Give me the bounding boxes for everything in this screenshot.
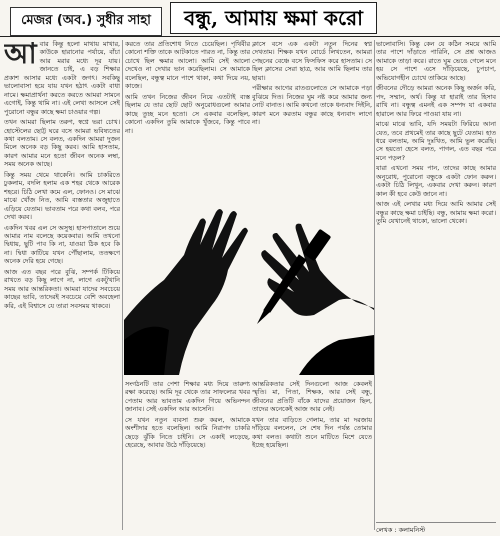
paragraph: পরীক্ষার আগের রাতগুলোতে সে আমাকে পড়া বুঝিয়ে দিত। নিজের ঘুম নষ্ট করে আমার জন্য নোট বানাত। আমি কখনো তাকে ধন্যবাদ দিইনি, কারণ মনে করতাম বন্ধুর কাছে ধন্যবাদ লাগে না।	[252, 84, 372, 127]
text-column-1	[4, 40, 120, 530]
text-column-3-lower	[252, 380, 372, 536]
paragraph: আজ এত বছর পরে বুঝি, সম্পর্ক টিকিয়ে রাখতে বড় কিছু লাগে না, লাগে একটুখানি সময় আর আন্তরিকতা। আমরা যাদের সবচেয়ে কাছের ভাবি, তাদেরই সবচেয়ে বেশি অবহেলা করি, এই বিশ্বাসে যে তারা সবসময় থাকবে।	[4, 267, 120, 310]
paragraph: ভালোবাসি। কিন্তু কেন যে কঠিন সময়ে আমি তার পাশে দাঁড়াতে পারিনি, সে প্রশ্ন আজও আমাকে তাড়া করে। রাতে ঘুম ভেঙে গেলে মনে হয় সে পাশে এসে দাঁড়িয়েছে, চুপচাপ, অভিযোগহীন চোখে তাকিয়ে আছে।	[376, 40, 496, 82]
column-divider	[122, 40, 123, 530]
paragraph: বার কিন্তু হলো মাথায় মাখার, কাউকে হারানোর পর্যায়ে, বাঁচা আর মরার মধ্যে দূর যায়। জানতে চাই, এ বড় শিক্ষার প্রকাশ আসার মধ্যে একটা জগৎ। সবকিছু ভালোবাসা হয়ে যায় যখন হঠাৎ একটা বাধা নামে। ক্ষমাপ্রার্থনা করতে করতে আমরা সামনে এগোই, কিন্তু থামি না। এই লেখা আসলে সেই পুরোনো বন্ধুর কাছে ক্ষমা চাওয়ার গল্প।	[4, 40, 120, 116]
paragraph: আজ এই লেখার মধ্য দিয়ে আমি আমার সেই বন্ধুর কাছে ক্ষমা চাইছি। বন্ধু, আমায় ক্ষমা করো। তুমি যেখানেই থাকো, ভালো থেকো।	[376, 200, 496, 226]
paragraph: ক্লাসে বসে এক একটা নতুন দিনের স্বপ্ন দেখতাম। শিক্ষক যখন বোর্ডে লিখতেন, আমরা পেছনের বেঞ্চে বসে ফিসফিস করে হাসতাম। সে ছিল ক্লাসের সেরা ছাত্র, আর আমি ছিলাম তার ছায়া।	[252, 40, 372, 82]
paragraph: আন্তরিকতার সেই দিনগুলো আজ কেবলই স্মৃতি। মা, পিতা, শিক্ষক, আর সেই বন্ধু, জীবনের প্রতিটি বাঁকে যাদের প্রয়োজন ছিল, তাদের অনেকেই আজ আর নেই।	[252, 380, 372, 414]
paragraph: সে যখন নতুন ব্যবসা শুরু করল, আমাকে অংশীদার হতে বলেছিল। আমি নিরাপদ চাকরি ছেড়ে ঝুঁকি নিতে চাইনি। সে একাই লড়েছে, হেরেছে, আবার উঠে দাঁড়িয়েছে।	[125, 415, 250, 450]
text-column-2-lower	[125, 380, 250, 536]
article-title: বন্ধু, আমায় ক্ষমা করো	[170, 2, 377, 34]
paragraph: সংগঠনটি তার পেশা শিক্ষার মধ্য দিয়ে তারুণ্য রক্ষা করেছে। আমি দূর থেকে তার সাফল্যের খবর পেতাম আর ভাবতাম একদিন গিয়ে অভিনন্দন জানাব। সেই একদিন আর আসেনি।	[125, 380, 250, 414]
drop-cap: আ	[4, 40, 37, 70]
text-column-3	[252, 40, 372, 200]
column-divider	[374, 40, 375, 530]
paragraph: যখন তার বাড়িতে গেলাম, তার মা দরজায় দাঁড়িয়ে বললেন, সে শেষ দিন পর্যন্ত তোমার কথা বলত। কথাটা শুনে মাটিতে মিশে যেতে ইচ্ছে হয়েছিল।	[252, 415, 372, 450]
text-column-2	[125, 40, 250, 200]
paragraph: যারা এখনো সময় পান, তাদের কাছে আমার অনুরোধ, পুরোনো বন্ধুকে একটা ফোন করুন। একটা চিঠি লিখুন, একবার দেখা করুন। কারণ কাল কী হবে কেউ জানে না।	[376, 164, 496, 198]
illustration-hands-knife	[124, 200, 374, 375]
paragraph: আমি তখন নিজের জীবন নিয়ে এতটাই ব্যস্ত ছিলাম যে তার ছোট ছোট অনুরোধগুলো আমার কাছে তুচ্ছ মনে হতো। সে একবার বলেছিল, কোনো একদিন তুমি আমাকে খুঁজবে, কিন্তু পাবে না।	[125, 92, 250, 135]
author-note: লেখক : কলামনিস্ট	[376, 522, 496, 536]
paragraph: তখন আমরা ছিলাম তরুণ, স্বপ্নে ভরা চোখ। হোস্টেলের ছোট্ট ঘরে বসে আমরা ভবিষ্যতের কথা বলতাম। সে বলত, একদিন আমরা দুজন মিলে অনেক বড় কিছু করব। আমি হাসতাম, কারণ আমার মনে হতো জীবন অনেক লম্বা, সময় অনেক আছে।	[4, 118, 120, 169]
author-byline: মেজর (অব.) সুধীর সাহা	[10, 7, 162, 36]
text-column-4	[376, 40, 496, 526]
paragraph: কিন্তু সময় থেমে থাকেনি। আমি চাকরিতে ঢুকলাম, বদলি হলাম এক শহর থেকে আরেক শহরে। চিঠি লেখা কমে এল, ফোনও। সে মাঝে মাঝে খোঁজ নিত, আমি ব্যস্ততার অজুহাতে এড়িয়ে যেতাম। ভাবতাম পরে কথা বলব, পরে দেখা করব।	[4, 170, 120, 222]
hands-knife-icon	[124, 200, 374, 375]
paragraph: একদিন খবর এল সে অসুস্থ। হাসপাতালে শুয়ে আমার নাম বলেছে কয়েকবার। আমি তখনো দ্বিধায়, ছুটি পাব কি না, যাওয়া ঠিক হবে কি না। দ্বিধা কাটিয়ে যখন পৌঁছালাম, ততক্ষণে অনেক দেরি হয়ে গেছে।	[4, 223, 120, 266]
paragraph: করতে তার প্রতিশোধ নিতে চেয়েছিল। পৃথিবীর কোনো শক্তি তাকে আটকাতে পারত না, কিন্তু তার চোখে ছিল ক্ষমার আলো। আমি সেই আলো দেখেও না দেখার ভান করেছিলাম। সে আমাকে বলেছিল, বন্ধুত্ব মানে পাশে থাকা, কথা দিয়ে নয়, কাজে।	[125, 40, 250, 91]
paragraph: মাঝে মাঝে ভাবি, যদি সময়টা ফিরিয়ে আনা যেত, তবে প্রথমেই তার কাছে ছুটে যেতাম। হাত ধরে বলতাম, আমি দুঃখিত, আমি ভুল করেছি। সে হয়তো হেসে বলত, পাগল, এত বছর পরে মনে পড়ল?	[376, 120, 496, 162]
paragraph: জীবনের দৌড়ে আমরা অনেক কিছু অর্জন করি, পদ, সম্মান, অর্থ। কিন্তু যা হারাই তার হিসাব রাখি না। বন্ধুত্ব এমনই এক সম্পদ যা একবার হারালে আর ফিরে পাওয়া যায় না।	[376, 84, 496, 118]
article-header	[0, 0, 500, 37]
